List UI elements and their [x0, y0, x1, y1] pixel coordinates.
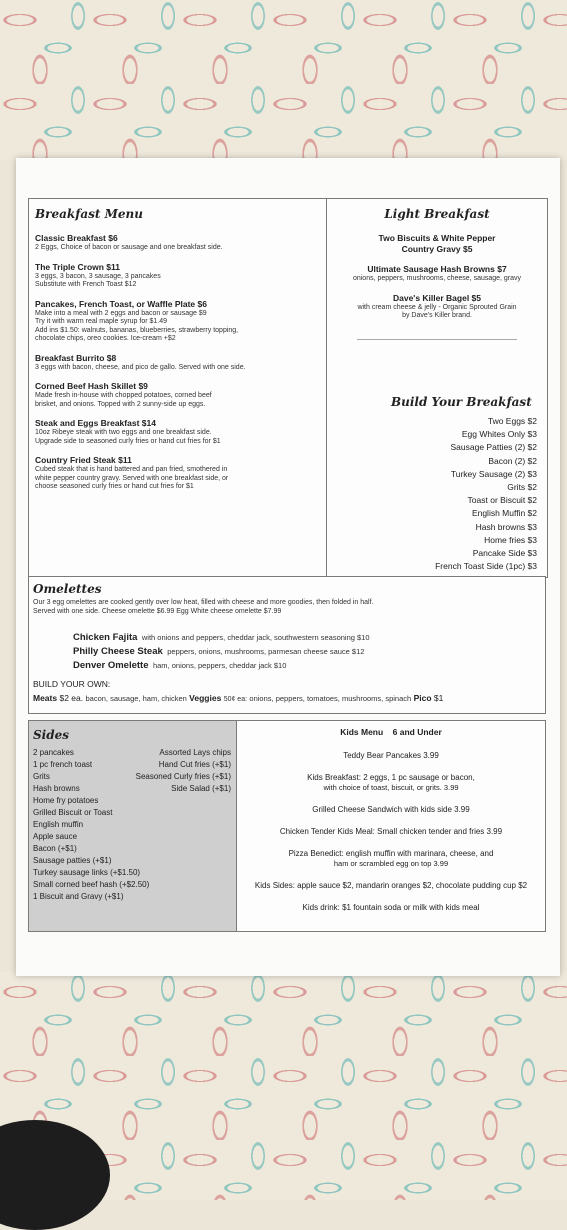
kids-menu-line: ham or scrambled egg on top 3.99: [333, 859, 449, 868]
kids-menu-line: with choice of toast, biscuit, or grits. 3.99: [323, 783, 459, 792]
build-breakfast-item: Bacon (2) $2: [488, 455, 537, 466]
build-breakfast-item: Pancake Side $3: [472, 548, 537, 559]
sides-item: Hand Cut fries (+$1): [158, 760, 231, 769]
pico-price: $1: [433, 693, 444, 703]
kids-menu-line: Teddy Bear Pancakes 3.99: [343, 751, 439, 760]
kids-menu-item: [237, 773, 545, 793]
veggies-price: 50¢ ea:: [223, 696, 248, 703]
omelette-item-desc: peppers, onions, mushrooms, parmesan cheese sauce $12: [167, 647, 365, 656]
sides-item: Home fry potatoes: [33, 796, 99, 805]
meats-list: bacon, sausage, ham, chicken: [85, 694, 187, 703]
build-breakfast-item: Two Eggs $2: [487, 416, 537, 426]
build-breakfast-item: French Toast Side (1pc) $3: [435, 561, 537, 572]
meats-label: Meats: [33, 693, 58, 703]
sides-title: Sides: [33, 728, 70, 742]
breakfast-item-desc: Upgrade side to seasoned curly fries or hand cut fries for $1: [35, 437, 221, 445]
sides-item: Small corned beef hash (+$2.50): [33, 880, 150, 889]
kids-menu-line: Kids drink: $1 fountain soda or milk with kids meal: [302, 903, 480, 912]
light-breakfast-item: [331, 293, 543, 321]
breakfast-item: [35, 381, 329, 409]
breakfast-menu-list: [35, 233, 329, 501]
sides-left-list: [33, 747, 149, 903]
kids-menu-item: [237, 903, 545, 913]
sides-item: 1 pc french toast: [33, 760, 93, 769]
breakfast-item-desc: brisket, and onions. Topped with 2 sunny-side up eggs.: [35, 400, 206, 408]
breakfast-item-desc: Substitute with French Toast $12: [35, 281, 137, 288]
breakfast-item: [35, 418, 329, 446]
kids-menu-line: Kids Sides: apple sauce $2, mandarin oranges $2, chocolate pudding cup $2: [254, 881, 528, 890]
breakfast-item-name: Corned Beef Hash Skillet $9: [35, 381, 148, 391]
light-breakfast-item: [331, 233, 543, 255]
light-breakfast-item-name: Ultimate Sausage Hash Browns $7: [367, 264, 507, 274]
kids-menu-item: [237, 881, 545, 891]
build-breakfast-title: Build Your Breakfast: [391, 395, 532, 409]
light-breakfast-item-desc: with cream cheese & jelly - Organic Sprouted Grain: [357, 303, 517, 311]
breakfast-item-desc: chocolate chips, oreo cookies. Ice-cream +$2: [35, 335, 176, 342]
kids-menu-list: [237, 751, 545, 925]
sides-item: Sausage patties (+$1): [33, 856, 112, 865]
kids-menu-item: [237, 751, 545, 761]
breakfast-item-name: Breakfast Burrito $8: [35, 352, 117, 363]
light-breakfast-box: [326, 198, 548, 578]
omelette-item: [73, 643, 370, 657]
sides-item: Seasoned Curly fries (+$1): [135, 772, 231, 781]
breakfast-item-name: Country Fried Steak $11: [35, 455, 132, 465]
build-breakfast-item: Home fries $3: [484, 534, 537, 545]
light-breakfast-item-desc: by Dave's Killer brand.: [402, 312, 472, 319]
build-breakfast-list: [420, 415, 537, 600]
tabletop-pattern-bottom: [0, 972, 567, 1200]
meats-price: $2 ea.: [59, 693, 84, 703]
breakfast-item-desc: 10oz Ribeye steak with two eggs and one breakfast side.: [35, 429, 212, 436]
kids-menu-title: Kids Menu 6 and Under: [340, 727, 442, 737]
light-breakfast-item-desc: onions, peppers, mushrooms, cheese, sausage, gravy: [352, 275, 522, 282]
omelette-item-name: Chicken Fajita: [73, 632, 138, 643]
sides-item: Hash browns: [33, 784, 80, 793]
breakfast-item-desc: Make into a meal with 2 eggs and bacon or sausage $9: [35, 309, 207, 317]
menu-sheet: [16, 158, 560, 976]
light-breakfast-item-name: Country Gravy $5: [401, 244, 473, 254]
breakfast-item: [35, 353, 329, 373]
build-your-own-line: [33, 693, 443, 705]
omelette-item: [73, 629, 370, 643]
build-breakfast-item: Hash browns $3: [475, 521, 537, 532]
sides-item: Bacon (+$1): [33, 844, 77, 853]
pico-label: Pico: [413, 693, 432, 703]
light-breakfast-item: [331, 264, 543, 284]
build-breakfast-item: Toast or Biscuit $2: [467, 495, 537, 506]
breakfast-menu-title: Breakfast Menu: [35, 207, 143, 221]
breakfast-item: [35, 262, 329, 290]
breakfast-item-name: Classic Breakfast $6: [35, 233, 118, 243]
omelette-item-desc: with onions and peppers, cheddar jack, southwestern seasoning $10: [141, 633, 370, 642]
breakfast-item: [35, 299, 329, 344]
sides-box: [28, 720, 238, 932]
kids-menu-item: [237, 849, 545, 869]
breakfast-item-name: Steak and Eggs Breakfast $14: [35, 418, 156, 428]
breakfast-item-desc: white pepper country gravy. Served with one breakfast side, or: [35, 474, 229, 482]
breakfast-item: [35, 233, 329, 253]
omelette-item-name: Philly Cheese Steak: [73, 646, 163, 657]
breakfast-menu-box: [28, 198, 336, 578]
sides-item: English muffin: [33, 820, 84, 829]
sides-item: 1 Biscuit and Gravy (+$1): [33, 892, 124, 901]
sides-item: Assorted Lays chips: [159, 748, 231, 757]
light-breakfast-title: Light Breakfast: [384, 207, 490, 221]
kids-menu-line: Grilled Cheese Sandwich with kids side 3.99: [312, 805, 470, 814]
omelettes-box: [28, 576, 546, 714]
build-breakfast-item: English Muffin $2: [471, 508, 537, 519]
breakfast-item-desc: Try it with warm real maple syrup for $1.49: [35, 318, 168, 325]
omelettes-list: [73, 629, 370, 671]
sides-item: Grits: [33, 772, 50, 781]
kids-menu-item: [237, 827, 545, 837]
build-breakfast-item: Egg Whites Only $3: [461, 429, 537, 440]
breakfast-item-name: Pancakes, French Toast, or Waffle Plate $6: [35, 298, 207, 309]
breakfast-item-desc: 3 eggs, 3 bacon, 3 sausage, 3 pancakes: [35, 272, 161, 280]
sides-item: Side Salad (+$1): [171, 784, 231, 793]
breakfast-item: [35, 455, 329, 492]
light-breakfast-list: [331, 233, 543, 330]
build-breakfast-item: Sausage Patties (2) $2: [450, 442, 537, 453]
omelette-item-desc: ham, onions, peppers, cheddar jack $10: [152, 661, 287, 670]
sides-item: Turkey sausage links (+$1.50): [33, 868, 141, 877]
sides-item: Apple sauce: [33, 832, 78, 841]
kids-menu-item: [237, 805, 545, 815]
veggies-label: Veggies: [189, 693, 222, 703]
omelette-item: [73, 657, 370, 671]
omelette-item-name: Denver Omelette: [73, 660, 149, 671]
omelettes-intro-2: Served with one side. Cheese omelette $6.99 Egg White cheese omelette $7.99: [33, 608, 282, 615]
sides-item: 2 pancakes: [33, 748, 74, 757]
kids-menu-line: Kids Breakfast: 2 eggs, 1 pc sausage or bacon,: [307, 773, 475, 782]
kids-menu-line: Chicken Tender Kids Meal: Small chicken tender and fries 3.99: [279, 827, 503, 836]
sides-item: Grilled Biscuit or Toast: [33, 808, 113, 817]
breakfast-item-desc: Made fresh in-house with chopped potatoes, corned beef: [35, 392, 212, 399]
breakfast-item-desc: Cubed steak that is hand battered and pan fried, smothered in: [35, 466, 228, 473]
breakfast-item-desc: choose seasoned curly fries or hand cut fries for $1: [35, 483, 194, 490]
breakfast-item-desc: Add ins $1.50: walnuts, bananas, blueberries, strawberry topping,: [35, 326, 239, 334]
veggies-list: onions, peppers, tomatoes, mushrooms, spinach: [249, 694, 412, 703]
kids-menu-line: Pizza Benedict: english muffin with marinara, cheese, and: [288, 849, 494, 858]
breakfast-item-name: The Triple Crown $11: [35, 261, 121, 272]
sides-right-list: [136, 747, 231, 795]
light-breakfast-item-name: Dave's Killer Bagel $5: [392, 292, 481, 303]
omelettes-intro-1: Our 3 egg omelettes are cooked gently over low heat, filled with cheese and more goodies, then folded in half.: [33, 599, 374, 606]
build-breakfast-item: Turkey Sausage (2) $3: [450, 468, 537, 479]
divider-line: [357, 339, 517, 340]
tabletop-pattern-top: [0, 0, 567, 160]
kids-menu-box: [236, 720, 546, 932]
build-breakfast-item: Grits $2: [507, 482, 537, 493]
light-breakfast-item-name: Two Biscuits & White Pepper: [378, 233, 496, 243]
build-your-own-title: BUILD YOUR OWN:: [33, 679, 111, 689]
omelettes-title: Omelettes: [33, 582, 102, 596]
breakfast-item-desc: 3 eggs with bacon, cheese, and pico de gallo. Served with one side.: [35, 363, 246, 371]
breakfast-item-desc: 2 Eggs, Choice of bacon or sausage and one breakfast side.: [35, 244, 223, 251]
